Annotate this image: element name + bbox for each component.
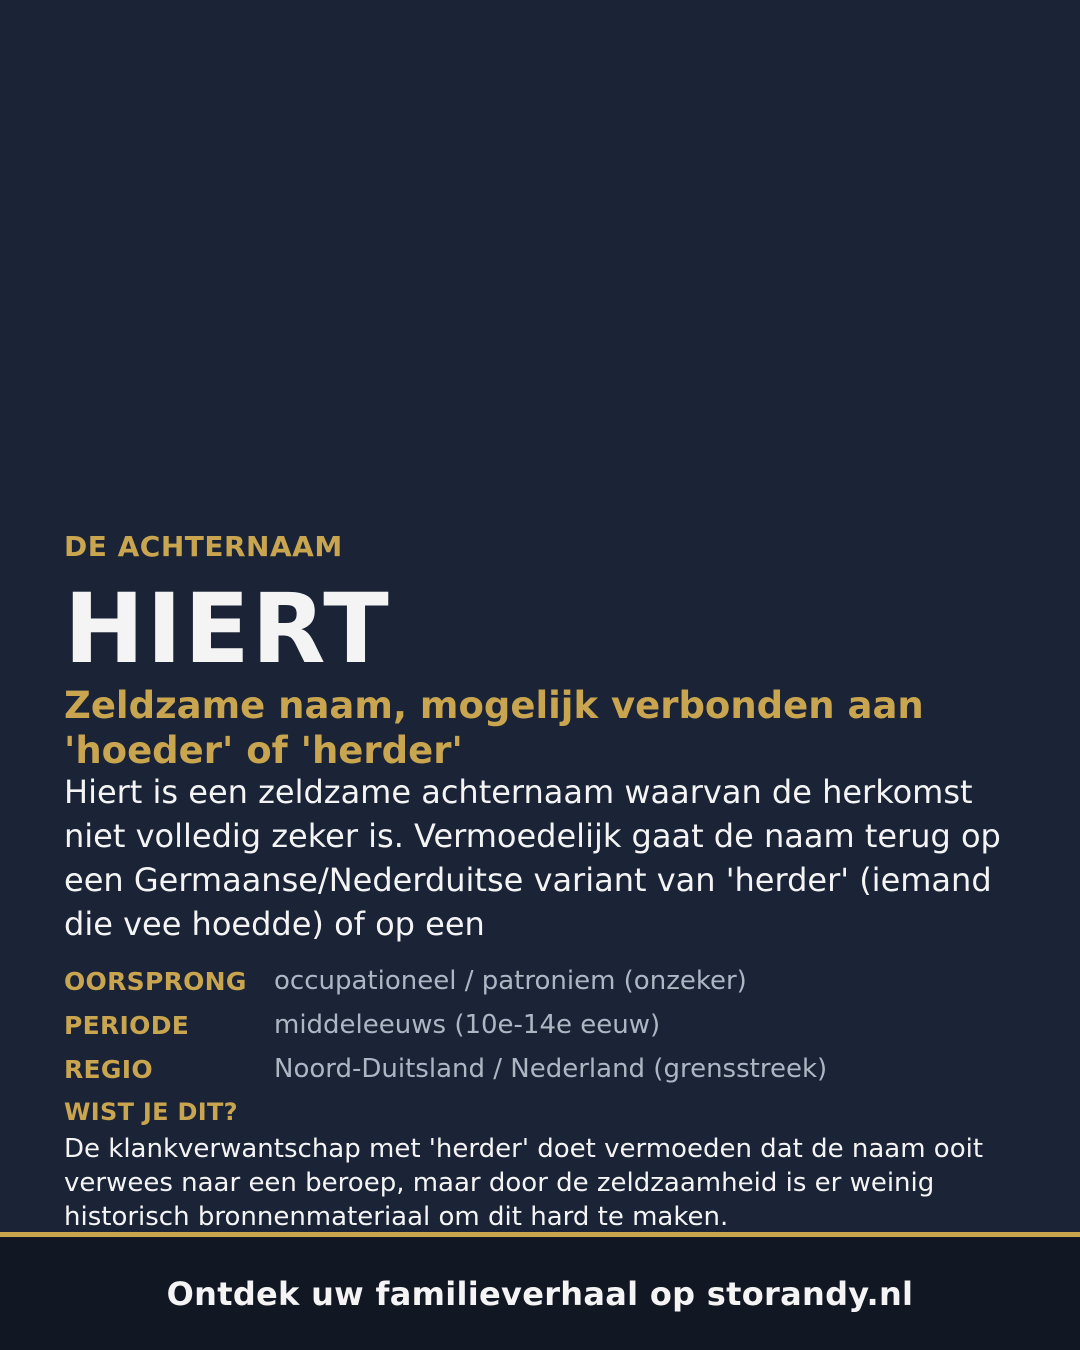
fact-row-region — [64, 1050, 1016, 1094]
trivia-label: WIST JE DIT? — [64, 1098, 238, 1126]
fact-row-origin — [64, 962, 1016, 1006]
footer-cta-link[interactable]: Ontdek uw familieverhaal op storandy.nl — [166, 1274, 914, 1313]
footer-bar — [0, 1237, 1080, 1350]
trivia-text: De klankverwantschap met 'herder' doet vermoeden dat de naam ooit verwees naar een beroep, maar door de zeldzaamheid is er weinig historisch bronnenmateriaal om dit hard te maken. — [64, 1134, 984, 1232]
fact-label: PERIODE — [64, 1011, 190, 1040]
facts-list — [64, 962, 1016, 1094]
fact-value: occupationeel / patroniem (onzeker) — [274, 966, 747, 996]
fact-row-period — [64, 1006, 1016, 1050]
fact-label: REGIO — [64, 1055, 153, 1084]
fact-label: OORSPRONG — [64, 967, 247, 996]
surname-subtitle: Zeldzame naam, mogelijk verbonden aan 'hoeder' of 'herder' — [64, 684, 924, 772]
fact-value: middeleeuws (10e-14e eeuw) — [274, 1010, 661, 1040]
fact-value: Noord-Duitsland / Nederland (grensstreek) — [274, 1054, 828, 1084]
section-kicker: DE ACHTERNAAM — [64, 530, 343, 563]
surname-description: Hiert is een zeldzame achternaam waarvan de herkomst niet volledig zeker is. Vermoedelijk gaat de naam terug op een Germaanse/Nederduitse variant van 'herder' (iemand die vee hoedde) of op een — [64, 773, 1001, 943]
surname-title: HIERT — [64, 573, 391, 685]
